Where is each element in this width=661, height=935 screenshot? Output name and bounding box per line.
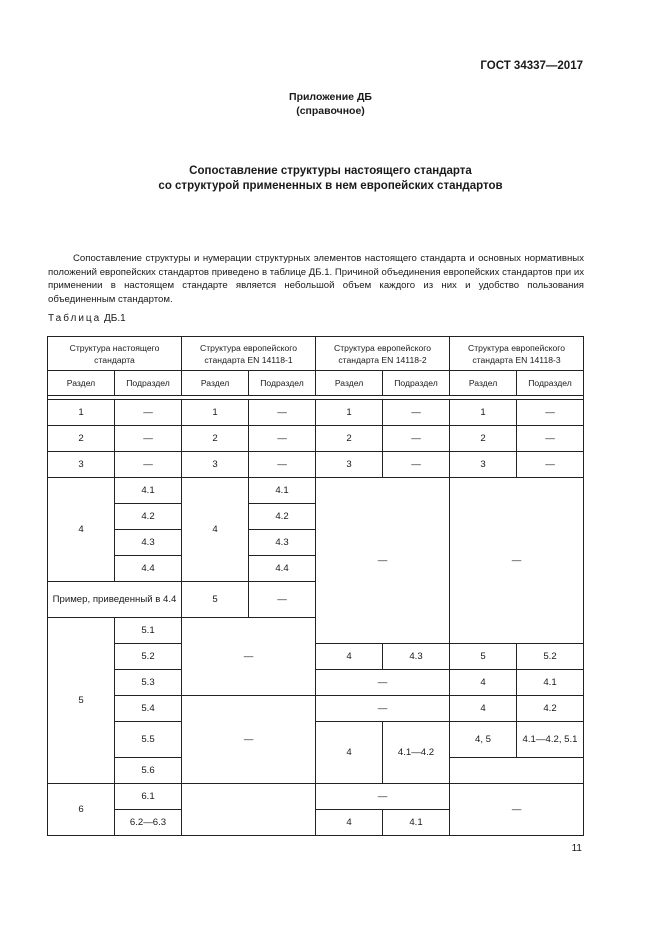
table-cell: 4.2 <box>517 696 584 722</box>
table-row <box>48 400 584 426</box>
table-row <box>48 644 584 670</box>
table-row <box>48 452 584 478</box>
table-cell: 5.1 <box>115 618 182 644</box>
table-cell: — <box>182 696 316 784</box>
table-cell: 4.3 <box>249 530 316 556</box>
table-cell: — <box>517 426 584 452</box>
table-cell: 4, 5 <box>450 722 517 758</box>
table-cell: 1 <box>316 400 383 426</box>
table-cell: 4.3 <box>115 530 182 556</box>
table-cell: 4 <box>316 644 383 670</box>
intro-paragraph <box>48 252 584 306</box>
table-cell: 4.3 <box>383 644 450 670</box>
header-en-14118-2: Структура европейского стандарта EN 14118-2 <box>316 337 450 371</box>
table-cell: 5.5 <box>115 722 182 758</box>
table-cell: — <box>383 452 450 478</box>
table-cell: — <box>115 400 182 426</box>
subheader-subsection: Подраздел <box>383 371 450 396</box>
table-cell: 4.2 <box>115 504 182 530</box>
table-cell: 3 <box>450 452 517 478</box>
table-cell: 4 <box>316 722 383 784</box>
table-cell: — <box>249 582 316 618</box>
table-cell: 5.2 <box>517 644 584 670</box>
page-number: 11 <box>571 843 582 854</box>
table-cell: — <box>383 400 450 426</box>
table-cell: 4 <box>450 696 517 722</box>
table-cell: 3 <box>316 452 383 478</box>
table-cell <box>450 758 584 784</box>
table-cell: 6.1 <box>115 784 182 810</box>
section-title-line2: со структурой примененных в нем европейских стандартов <box>158 180 503 192</box>
section-title-line1: Сопоставление структуры настоящего стандарта <box>189 165 472 177</box>
table-cell: — <box>115 452 182 478</box>
table-cell: — <box>182 618 316 696</box>
annex-subtitle: (справочное) <box>296 105 365 117</box>
intro-paragraph-text: Сопоставление структуры и нумерации структурных элементов настоящего стандарта и основных нормативных положений европейских стандартов приведено в таблице ДБ.1. Причиной объединения европейских стандартов при их применении в настоящем стандарте является небольшой объем каждого из них и удобство пользования объединенным стандартом. <box>48 253 584 305</box>
table-cell: 2 <box>450 426 517 452</box>
table-cell: 2 <box>182 426 249 452</box>
subheader-section: Раздел <box>316 371 383 396</box>
comparison-table <box>47 336 584 836</box>
subheader-subsection: Подраздел <box>517 371 584 396</box>
table-cell <box>182 784 316 836</box>
table-cell: — <box>316 784 450 810</box>
table-cell: 4.1 <box>115 478 182 504</box>
table-caption-word: Таблица <box>48 313 102 324</box>
table-cell: 5 <box>48 618 115 784</box>
table-cell: 5.6 <box>115 758 182 784</box>
table-cell: 4.1—4.2 <box>383 722 450 784</box>
table-cell: 4.1 <box>249 478 316 504</box>
table-cell: 1 <box>450 400 517 426</box>
table-cell: 3 <box>48 452 115 478</box>
table-row <box>48 722 584 758</box>
table-cell: — <box>316 670 450 696</box>
subheader-section: Раздел <box>450 371 517 396</box>
table-cell: — <box>249 400 316 426</box>
table-cell: 1 <box>182 400 249 426</box>
table-cell: 4.4 <box>115 556 182 582</box>
table-subheader-row <box>48 371 584 396</box>
table-cell: — <box>316 478 450 644</box>
table-cell: — <box>450 784 584 836</box>
table-cell: 6.2—6.3 <box>115 810 182 836</box>
subheader-section: Раздел <box>48 371 115 396</box>
annex-title: Приложение ДБ <box>289 91 372 103</box>
table-cell: 5.3 <box>115 670 182 696</box>
table-cell: 4.4 <box>249 556 316 582</box>
table-cell: 4.2 <box>249 504 316 530</box>
table-cell: 2 <box>316 426 383 452</box>
table-cell: 4 <box>182 478 249 582</box>
table-cell: 1 <box>48 400 115 426</box>
table-cell: 2 <box>48 426 115 452</box>
table-cell: — <box>316 696 450 722</box>
table-cell: — <box>249 452 316 478</box>
table-cell: — <box>450 478 584 644</box>
table-row <box>48 784 584 810</box>
table-row <box>48 426 584 452</box>
header-en-14118-3: Структура европейского стандарта EN 14118-3 <box>450 337 584 371</box>
section-title <box>0 164 661 194</box>
table-header-row <box>48 337 584 371</box>
table-cell: 3 <box>182 452 249 478</box>
subheader-subsection: Подраздел <box>249 371 316 396</box>
table-cell: 4 <box>48 478 115 582</box>
table-cell: 5 <box>450 644 517 670</box>
table-cell: 4.1 <box>383 810 450 836</box>
subheader-subsection: Подраздел <box>115 371 182 396</box>
table-cell: — <box>517 400 584 426</box>
table-cell: 5.4 <box>115 696 182 722</box>
table-row <box>48 696 584 722</box>
subheader-section: Раздел <box>182 371 249 396</box>
document-code: ГОСТ 34337—2017 <box>480 60 583 72</box>
table-caption <box>48 313 126 324</box>
table-cell: 4 <box>450 670 517 696</box>
table-cell: Пример, приведенный в 4.4 <box>48 582 182 618</box>
annex-heading <box>0 90 661 118</box>
table-cell: 4.1—4.2, 5.1 <box>517 722 584 758</box>
header-this-standard: Структура настоящего стандарта <box>48 337 182 371</box>
table-cell: — <box>517 452 584 478</box>
table-caption-number: ДБ.1 <box>104 313 126 324</box>
table-cell: — <box>115 426 182 452</box>
table-cell: 6 <box>48 784 115 836</box>
header-en-14118-1: Структура европейского стандарта EN 14118-1 <box>182 337 316 371</box>
table-row <box>48 478 584 504</box>
table-cell: 5 <box>182 582 249 618</box>
table-cell: — <box>383 426 450 452</box>
table-cell: 5.2 <box>115 644 182 670</box>
table-cell: — <box>249 426 316 452</box>
table-cell: 4 <box>316 810 383 836</box>
table-row <box>48 670 584 696</box>
table-cell: 4.1 <box>517 670 584 696</box>
